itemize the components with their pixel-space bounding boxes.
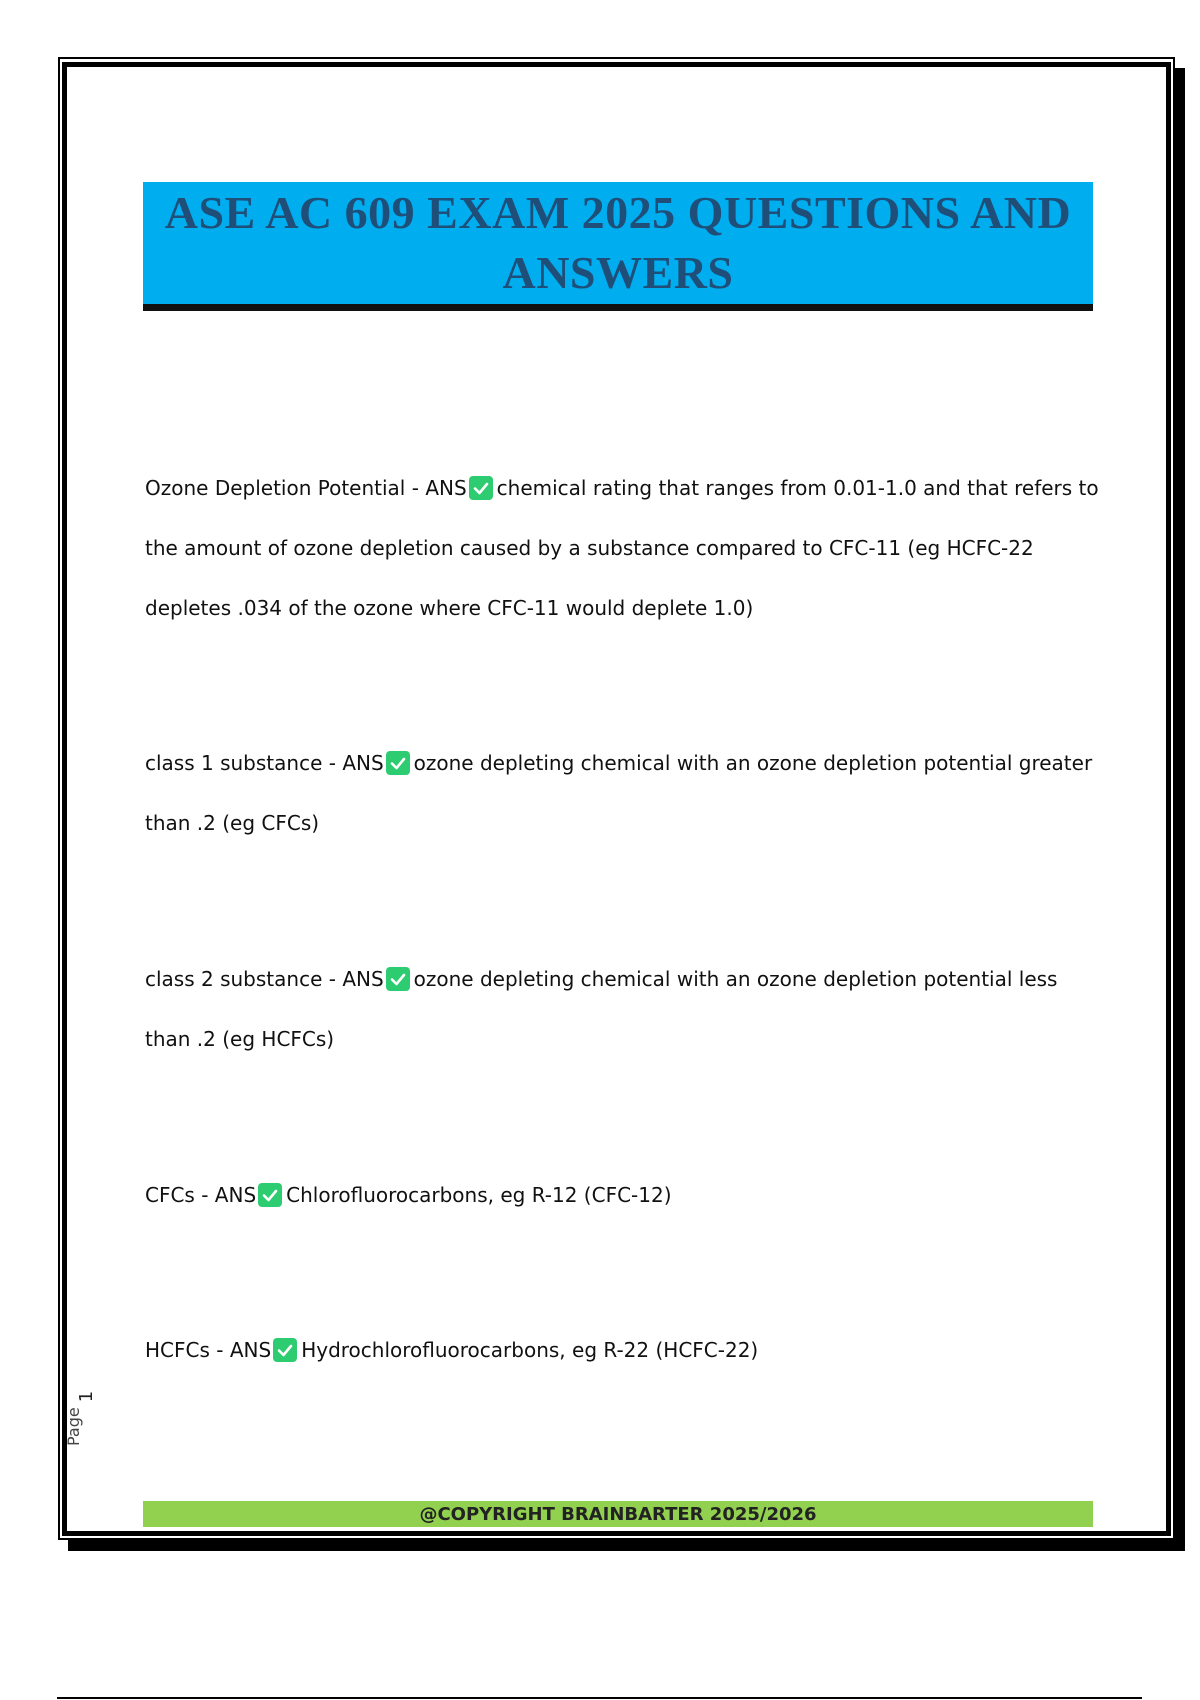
copyright-text: @COPYRIGHT BRAINBARTER 2025/2026 bbox=[419, 1503, 817, 1525]
checkmark-icon bbox=[273, 1338, 297, 1362]
qa-term: Ozone Depletion Potential bbox=[145, 476, 406, 500]
page-label-text: Page bbox=[64, 1407, 83, 1446]
qa-item: Ozone Depletion Potential - ANS chemical rating that ranges from 0.01-1.0 and that refers to the amount of ozone depletion caused by a substance compared to CFC-11 (eg HCFC-22 depletes .034 of the ozone where CFC-11 would deplete 1.0) bbox=[145, 476, 1099, 620]
qa-answer: chemical rating that ranges from 0.01-1.0 and that refers to the amount of ozone depletion caused by a substance compared to CFC-11 (eg HCFC-22 depletes .034 of the ozone where CFC-11 would deplete 1.0) bbox=[145, 476, 1099, 620]
bottom-divider bbox=[57, 1697, 1142, 1699]
qa-term: HCFCs bbox=[145, 1338, 210, 1362]
ans-label: ANS bbox=[342, 751, 384, 775]
qa-item: class 1 substance - ANS ozone depleting chemical with an ozone depletion potential greater than .2 (eg CFCs) bbox=[145, 751, 1093, 835]
ans-label: ANS bbox=[342, 967, 384, 991]
checkmark-icon bbox=[469, 476, 493, 500]
checkmark-icon bbox=[386, 751, 410, 775]
qa-term: class 1 substance bbox=[145, 751, 323, 775]
qa-item: CFCs - ANS Chlorofluorocarbons, eg R-12 (CFC-12) bbox=[145, 1183, 672, 1207]
page-number: 1 bbox=[76, 1390, 98, 1403]
ans-label: ANS bbox=[229, 1338, 272, 1362]
footer-bar bbox=[143, 1501, 1093, 1527]
document-title: ASE AC 609 EXAM 2025 QUESTIONS AND ANSWERS bbox=[164, 187, 1072, 298]
qa-item: HCFCs - ANS Hydrochlorofluorocarbons, eg R-22 (HCFC-22) bbox=[145, 1338, 759, 1362]
qa-item: class 2 substance - ANS ozone depleting chemical with an ozone depletion potential less than .2 (eg HCFCs) bbox=[145, 967, 1058, 1051]
qa-answer: Chlorofluorocarbons, eg R-12 (CFC-12) bbox=[286, 1183, 672, 1207]
qa-term: class 2 substance bbox=[145, 967, 323, 991]
qa-answer: ozone depleting chemical with an ozone depletion potential less than .2 (eg HCFCs) bbox=[145, 967, 1058, 1051]
title-banner bbox=[143, 182, 1093, 311]
ans-label: ANS bbox=[214, 1183, 257, 1207]
ans-label: ANS bbox=[425, 476, 467, 500]
page-number-label bbox=[62, 1380, 102, 1450]
checkmark-icon bbox=[386, 967, 410, 991]
qa-term: CFCs bbox=[145, 1183, 195, 1207]
qa-answer: Hydrochlorofluorocarbons, eg R-22 (HCFC-22) bbox=[301, 1338, 759, 1362]
qa-answer: ozone depleting chemical with an ozone depletion potential greater than .2 (eg CFCs) bbox=[145, 751, 1093, 835]
checkmark-icon bbox=[258, 1183, 282, 1207]
